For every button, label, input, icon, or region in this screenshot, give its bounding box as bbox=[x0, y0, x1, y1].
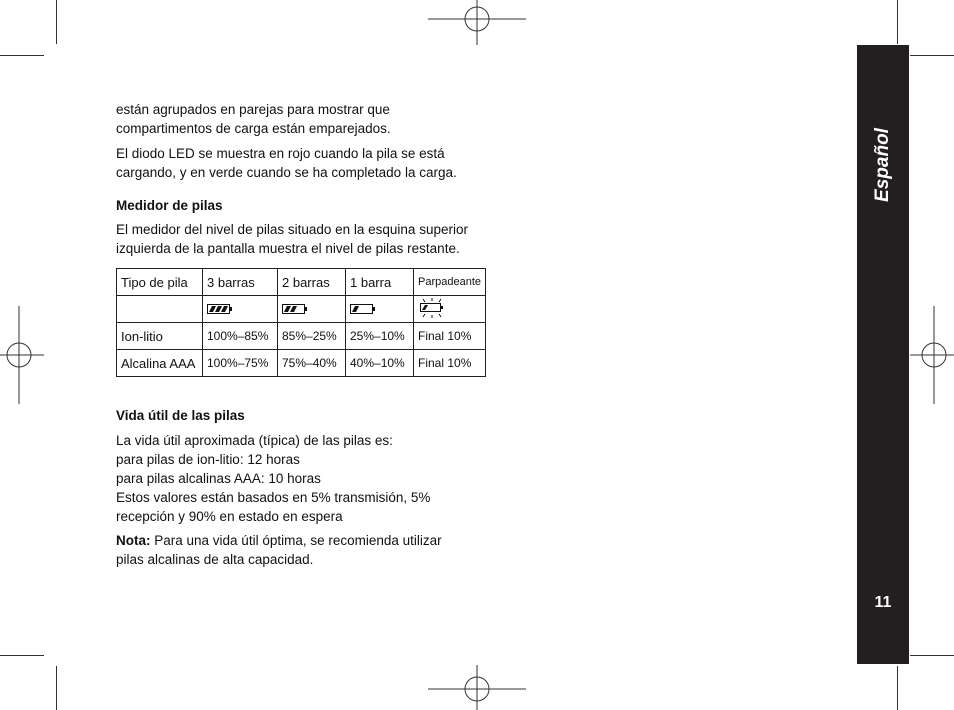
text-line: El diodo LED se muestra en rojo cuando la pila se está bbox=[116, 146, 445, 161]
registration-mark-top bbox=[428, 0, 526, 45]
crop-mark bbox=[897, 666, 898, 710]
crop-mark bbox=[910, 55, 954, 56]
table-icon-cell bbox=[346, 296, 414, 323]
table-cell: 85%–25% bbox=[278, 323, 346, 350]
battery-meter-description bbox=[116, 220, 496, 258]
text-line: para pilas alcalinas AAA: 10 horas bbox=[116, 471, 321, 486]
crop-mark bbox=[910, 655, 954, 656]
crop-mark bbox=[897, 0, 898, 44]
table-cell: Ion-litio bbox=[117, 323, 203, 350]
table-icon-cell bbox=[203, 296, 278, 323]
note-line bbox=[116, 531, 496, 550]
table-icon-row bbox=[117, 296, 486, 323]
table-cell-empty bbox=[117, 296, 203, 323]
table-header-cell: Tipo de pila bbox=[117, 269, 203, 296]
table-header-row bbox=[117, 269, 486, 296]
note-text: Para una vida útil óptima, se recomienda utilizar bbox=[150, 533, 442, 548]
table-header-cell: 3 barras bbox=[203, 269, 278, 296]
text-line: cargando, y en verde cuando se ha completado la carga. bbox=[116, 165, 457, 180]
text-line: izquierda de la pantalla muestra el nivel de pilas restante. bbox=[116, 241, 460, 256]
note-paragraph bbox=[116, 531, 496, 569]
note-label: Nota: bbox=[116, 533, 151, 548]
language-tab-label bbox=[857, 45, 909, 285]
table-icon-cell bbox=[414, 296, 486, 323]
text-line: están agrupados en parejas para mostrar que bbox=[116, 102, 390, 117]
table-cell: 25%–10% bbox=[346, 323, 414, 350]
table-header-cell: 1 barra bbox=[346, 269, 414, 296]
section-heading-battery-meter: Medidor de pilas bbox=[116, 198, 223, 213]
text-line: Estos valores están basados en 5% transmisión, 5% bbox=[116, 490, 431, 505]
text-line: para pilas de ion-litio: 12 horas bbox=[116, 452, 300, 467]
table-cell: 100%–75% bbox=[203, 350, 278, 377]
text-line: La vida útil aproximada (típica) de las pilas es: bbox=[116, 433, 393, 448]
battery-life-description bbox=[116, 431, 496, 526]
text-line: pilas alcalinas de alta capacidad. bbox=[116, 552, 314, 567]
intro-paragraph-2 bbox=[116, 144, 496, 182]
registration-mark-right bbox=[910, 306, 954, 404]
table-header-cell: Parpadeante bbox=[414, 269, 486, 296]
battery-3-bars-icon bbox=[207, 304, 233, 314]
text-line: El medidor del nivel de pilas situado en la esquina superior bbox=[116, 222, 468, 237]
table-cell: 100%–85% bbox=[203, 323, 278, 350]
battery-level-table bbox=[116, 268, 486, 377]
crop-mark bbox=[0, 655, 44, 656]
table-cell: Final 10% bbox=[414, 350, 486, 377]
battery-blinking-icon bbox=[418, 298, 446, 318]
intro-paragraph-1 bbox=[116, 100, 496, 138]
text-line: recepción y 90% en estado en espera bbox=[116, 509, 343, 524]
crop-mark bbox=[56, 666, 57, 710]
registration-mark-left bbox=[0, 306, 44, 404]
text-line: compartimentos de carga están emparejados. bbox=[116, 121, 391, 136]
table-row bbox=[117, 350, 486, 377]
section-heading-battery-life: Vida útil de las pilas bbox=[116, 408, 245, 423]
table-cell: 75%–40% bbox=[278, 350, 346, 377]
battery-1-bar-icon bbox=[350, 304, 376, 314]
table-icon-cell bbox=[278, 296, 346, 323]
page-number: 11 bbox=[874, 594, 892, 611]
table-cell: Alcalina AAA bbox=[117, 350, 203, 377]
table-cell: Final 10% bbox=[414, 323, 486, 350]
registration-mark-bottom bbox=[428, 665, 526, 710]
table-header-cell: 2 barras bbox=[278, 269, 346, 296]
table-row bbox=[117, 323, 486, 350]
language-label: Español bbox=[872, 128, 893, 202]
crop-mark bbox=[0, 55, 44, 56]
battery-2-bars-icon bbox=[282, 304, 308, 314]
crop-mark bbox=[56, 0, 57, 44]
table-cell: 40%–10% bbox=[346, 350, 414, 377]
